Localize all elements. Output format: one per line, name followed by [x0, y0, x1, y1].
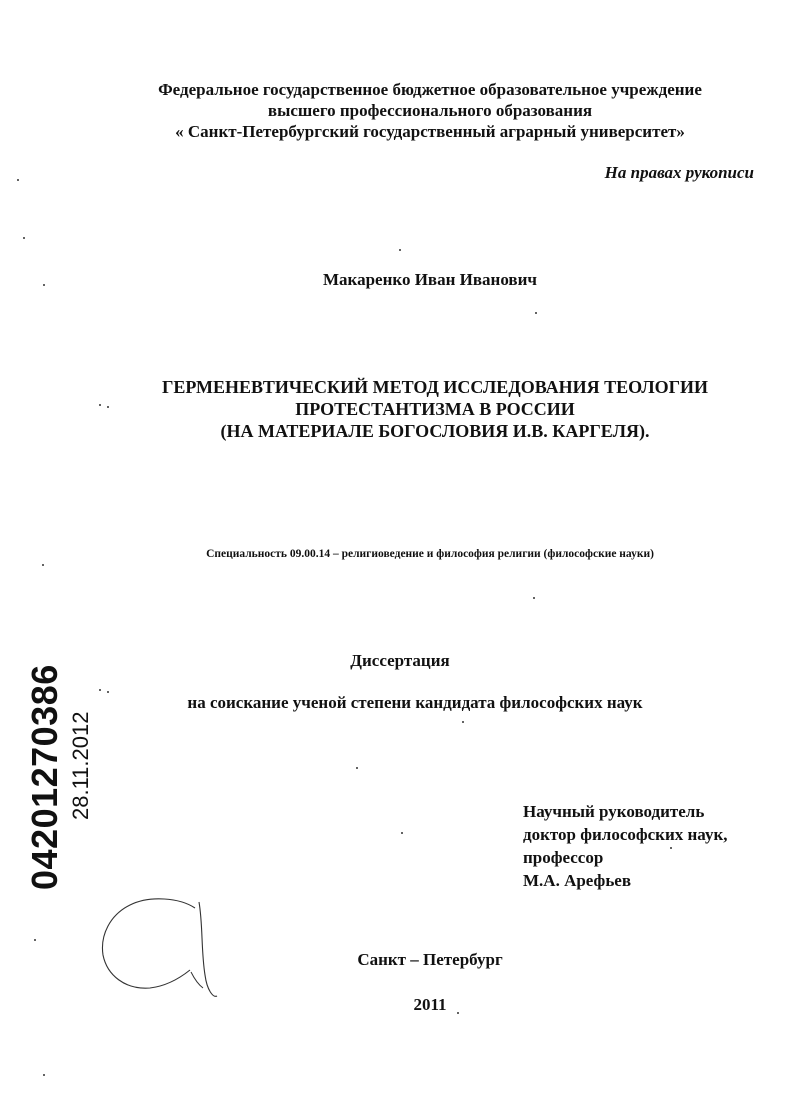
institution-line-3: « Санкт-Петербургский государственный аграрный университет» — [175, 122, 685, 141]
title-line-1: ГЕРМЕНЕВТИЧЕСКИЙ МЕТОД ИССЛЕДОВАНИЯ ТЕОЛОГИИ — [161, 377, 709, 397]
stamp-date: 28.11.2012 — [68, 711, 93, 820]
institution-line-2: высшего профессионального образования — [267, 101, 593, 120]
supervisor-degree: доктор философских наук, — [523, 825, 728, 844]
supervisor-rank: профессор — [523, 848, 604, 867]
manuscript-rights: На правах рукописи — [604, 163, 754, 182]
city: Санкт – Петербург — [357, 950, 503, 969]
institution-line-1: Федеральное государственное бюджетное образовательное учреждение — [158, 80, 702, 99]
library-stamp — [25, 655, 95, 890]
specialty: Специальность 09.00.14 – религиоведение и философия религии (философские науки) — [206, 548, 654, 560]
document-type: Диссертация — [350, 651, 450, 670]
supervisor-name: М.А. Арефьев — [523, 871, 632, 890]
title-line-2: ПРОТЕСТАНТИЗМА В РОССИИ — [295, 399, 575, 419]
dissertation-title — [80, 376, 790, 442]
signature-scribble — [95, 890, 225, 1005]
institution-header — [60, 79, 794, 142]
author-name: Макаренко Иван Иванович — [323, 270, 537, 289]
title-line-3: (НА МАТЕРИАЛЕ БОГОСЛОВИЯ И.В. КАРГЕЛЯ). — [220, 421, 650, 441]
degree-line: на соискание ученой степени кандидата философских наук — [187, 693, 643, 712]
stamp-number: 04201270386 — [24, 664, 65, 890]
supervisor-role: Научный руководитель — [523, 802, 705, 821]
year: 2011 — [413, 995, 447, 1014]
supervisor-block — [523, 800, 728, 892]
